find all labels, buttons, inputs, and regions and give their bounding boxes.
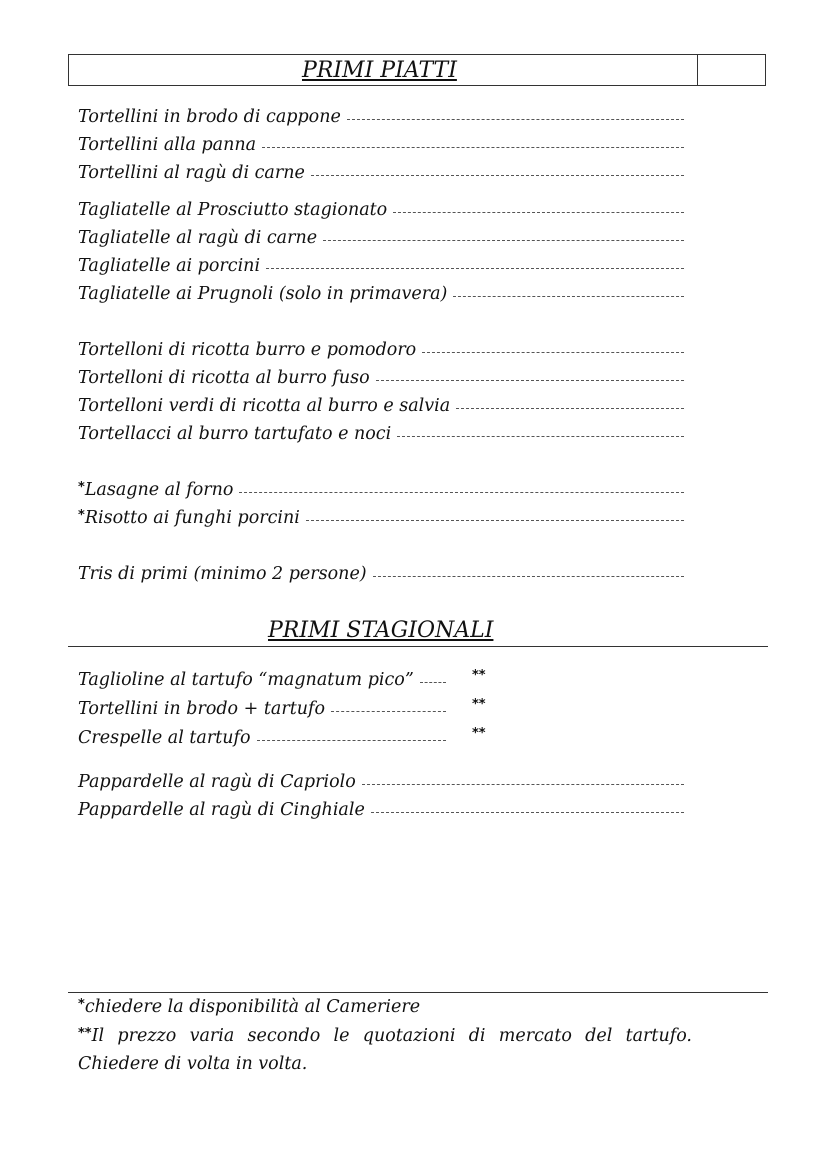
dash-leader [311,175,684,176]
item-label: Risotto ai funghi porcini [84,508,300,528]
menu-item [78,696,446,722]
price-marker: ** [472,697,486,712]
asterisk-marker: * [78,508,85,523]
header-price-cell [697,55,765,85]
item-label: Tagliatelle al ragù di carne [78,228,318,248]
footnote-text: Il prezzo varia secondo le quotazioni di mercato del tartufo. [91,1026,692,1046]
dash-leader [376,380,684,381]
item-label: Tortelloni di ricotta al burro fuso [78,368,370,388]
item-label: Crespelle al tartufo [78,728,251,748]
asterisk-marker: * [78,480,85,495]
item-label: Tortellini al ragù di carne [78,163,305,183]
item-label: Tagliatelle al Prosciutto stagionato [78,200,388,220]
menu-item [78,505,684,531]
item-label: Tortellini alla panna [78,135,257,155]
item-label: Tris di primi (minimo 2 persone) [78,564,367,584]
menu-item [78,337,684,363]
menu-item [78,561,684,587]
dash-leader [420,682,446,683]
menu-item [78,797,684,823]
dash-leader [257,740,446,741]
menu-item [78,225,684,251]
menu-item [78,281,684,307]
menu-item [78,197,684,223]
menu-item [78,769,684,795]
item-label: Pappardelle al ragù di Capriolo [78,772,356,792]
dash-leader [397,436,684,437]
item-label: Lasagne al forno [84,480,234,500]
footnote-text: chiedere la disponibilità al Cameriere [84,997,421,1017]
item-label: Tagliatelle ai porcini [78,256,261,276]
dash-leader [422,352,684,353]
menu-item [78,421,684,447]
dash-leader [393,212,684,213]
dash-leader [347,119,684,120]
menu-item [78,725,446,751]
menu-item [78,477,684,503]
item-label: Tortellini in brodo di cappone [78,107,341,127]
menu-item [78,365,684,391]
dash-leader [262,147,684,148]
asterisk-marker: ** [78,1026,92,1041]
item-label: Tagliatelle ai Prugnoli (solo in primavera) [78,284,448,304]
dash-leader [331,711,446,712]
footnote-price-cont: Chiedere di volta in volta. [78,1054,308,1074]
item-label: Pappardelle al ragù di Cinghiale [78,800,365,820]
dash-leader [453,296,684,297]
dash-leader [362,784,684,785]
item-label: Taglioline al tartufo “magnatum pico” [78,670,414,690]
menu-item [78,393,684,419]
section-title: PRIMI STAGIONALI [268,618,494,643]
menu-item [78,667,446,693]
menu-item [78,160,684,186]
item-label: Tortelloni di ricotta burro e pomodoro [78,340,417,360]
footnote-price [78,1022,692,1052]
section-divider [68,646,768,647]
item-label: Tortellacci al burro tartufato e noci [78,424,392,444]
footnote-availability [78,993,692,1023]
dash-leader [306,520,684,521]
price-marker: ** [472,726,486,741]
dash-leader [456,408,684,409]
dash-leader [266,268,684,269]
menu-item [78,132,684,158]
dash-leader [371,812,684,813]
dash-leader [323,240,684,241]
dash-leader [239,492,684,493]
price-marker: ** [472,668,486,683]
menu-item [78,253,684,279]
page-title: PRIMI PIATTI [302,58,457,83]
menu-item [78,104,684,130]
item-label: Tortelloni verdi di ricotta al burro e salvia [78,396,451,416]
item-label: Tortellini in brodo + tartufo [78,699,326,719]
dash-leader [373,576,684,577]
asterisk-marker: * [78,997,85,1012]
